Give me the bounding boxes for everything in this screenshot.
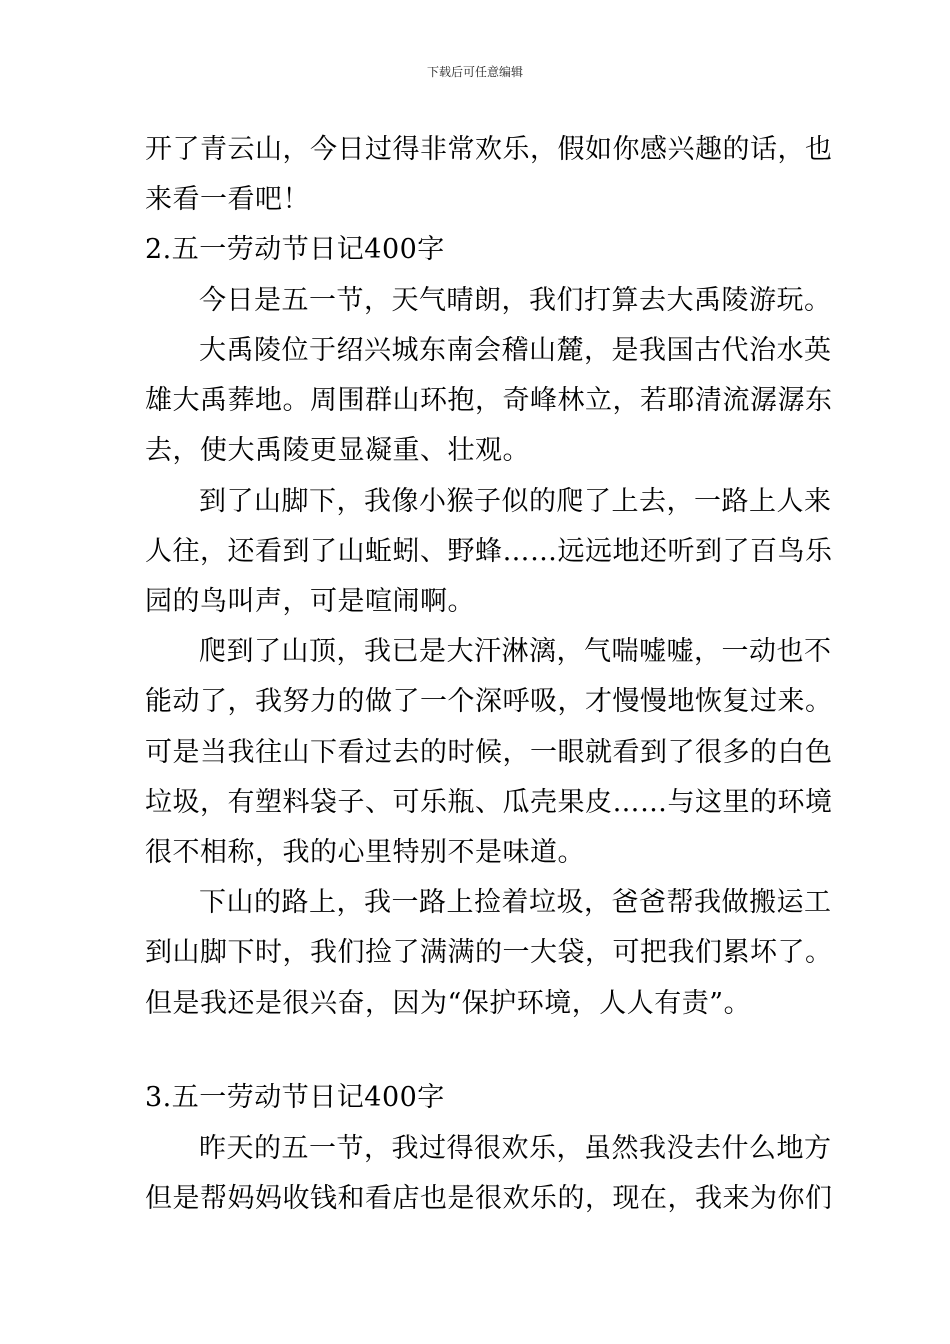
- section-heading: 3.五一劳动节日记400字: [145, 1082, 445, 1113]
- text-line: 到了山脚下，我像小猴子似的爬了上去，一路上人来: [199, 486, 832, 517]
- text-line: 可是当我往山下看过去的时候，一眼就看到了很多的白色: [145, 737, 833, 768]
- text-line: 大禹陵位于绍兴城东南会稽山麓，是我国古代治水英: [199, 335, 832, 366]
- text-line: 爬到了山顶，我已是大汗淋漓，气喘嘘嘘，一动也不: [199, 636, 832, 667]
- text-line: 能动了，我努力的做了一个深呼吸，才慢慢地恢复过来。: [145, 686, 833, 717]
- text-line: 来看一看吧！: [145, 184, 310, 215]
- section-heading: 2.五一劳动节日记400字: [145, 234, 445, 265]
- text-line: 很不相称，我的心里特别不是味道。: [145, 837, 585, 868]
- page-header: 下载后可任意编辑: [426, 65, 523, 79]
- text-line: 但是我还是很兴奋，因为“保护环境，人人有责”。: [145, 988, 752, 1019]
- text-line: 开了青云山，今日过得非常欢乐，假如你感兴趣的话，也: [145, 134, 833, 165]
- text-line: 但是帮妈妈收钱和看店也是很欢乐的，现在，我来为你们: [145, 1183, 833, 1214]
- text-line: 园的鸟叫声，可是喧闹啊。: [145, 586, 475, 617]
- text-line: 到山脚下时，我们捡了满满的一大袋，可把我们累坏了。: [145, 937, 833, 968]
- text-line: 去，使大禹陵更显凝重、壮观。: [145, 435, 530, 466]
- text-line: 人往，还看到了山蚯蚓、野蜂……远远地还听到了百鸟乐: [145, 536, 833, 567]
- text-line: 昨天的五一节，我过得很欢乐，虽然我没去什么地方: [199, 1133, 832, 1164]
- text-line: 雄大禹葬地。周围群山环抱，奇峰林立，若耶清流潺潺东: [145, 385, 833, 416]
- text-line: 垃圾，有塑料袋子、可乐瓶、瓜壳果皮……与这里的环境: [145, 787, 833, 818]
- text-line: 下山的路上，我一路上捡着垃圾，爸爸帮我做搬运工: [199, 887, 832, 918]
- text-line: 今日是五一节，天气晴朗，我们打算去大禹陵游玩。: [199, 285, 832, 316]
